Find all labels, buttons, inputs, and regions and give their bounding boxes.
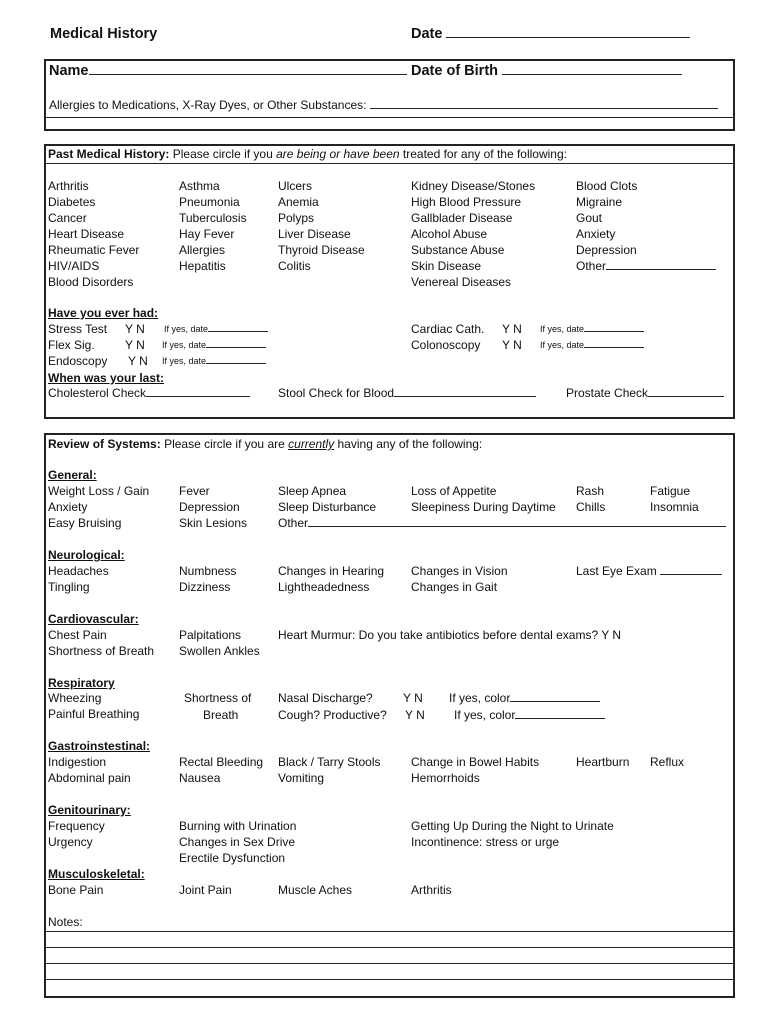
notes-line[interactable] <box>46 947 733 948</box>
pmh-col1-item[interactable]: HIV/AIDS <box>48 259 100 273</box>
general-c1-item[interactable]: Easy Bruising <box>48 516 122 530</box>
pmh-col3-item[interactable]: Polyps <box>278 211 315 225</box>
system-heading: Musculoskeletal: <box>48 867 145 881</box>
cardio-c1-item[interactable]: Chest Pain <box>48 628 107 642</box>
past-history-intro <box>48 147 567 161</box>
pmh-col2-item[interactable]: Tuberculosis <box>179 211 247 225</box>
neuro-c1-item[interactable]: Headaches <box>48 564 109 578</box>
cardio-c2-item[interactable]: Swollen Ankles <box>179 644 260 658</box>
fill-blank[interactable] <box>206 347 266 348</box>
name-field[interactable] <box>49 63 407 79</box>
general-c2-item[interactable]: Fever <box>179 484 210 498</box>
past-intro-a: Please circle if you <box>172 147 273 161</box>
gu-c4-item[interactable]: Getting Up During the Night to Urinate <box>411 819 614 833</box>
general-c5-item[interactable]: Rash <box>576 484 605 498</box>
general-c6-item[interactable]: Insomnia <box>650 500 699 514</box>
pmh-col2-item[interactable]: Hay Fever <box>179 227 235 241</box>
neuro-c1-item[interactable]: Tingling <box>48 580 90 594</box>
cholesterol-check[interactable] <box>48 386 250 400</box>
pmh-col2-item[interactable]: Pneumonia <box>179 195 240 209</box>
yes-no-choice[interactable]: Y N <box>403 691 423 705</box>
review-heading: Review of Systems: <box>48 437 161 451</box>
pmh-col1-item[interactable]: Heart Disease <box>48 227 125 241</box>
dob-field[interactable] <box>411 63 682 79</box>
cough-productive[interactable]: Cough? Productive? <box>278 708 387 722</box>
yes-no-choice[interactable]: Y N <box>502 322 522 336</box>
pmh-col4-item[interactable]: High Blood Pressure <box>411 195 522 209</box>
pmh-col1-item[interactable]: Cancer <box>48 211 87 225</box>
gi-c1-item[interactable]: Abdominal pain <box>48 771 131 785</box>
gi-c3-item[interactable]: Black / Tarry Stools <box>278 755 381 769</box>
dob-label: Date of Birth <box>411 63 498 79</box>
date-field[interactable] <box>411 26 690 42</box>
neuro-c4-item[interactable]: Changes in Vision <box>411 564 508 578</box>
general-c3-item[interactable]: Sleep Disturbance <box>278 500 377 514</box>
fill-blank[interactable] <box>206 363 266 364</box>
fill-blank[interactable] <box>660 574 722 575</box>
msk-joint-pain[interactable]: Joint Pain <box>179 883 232 897</box>
resp-c2-item[interactable]: Breath <box>203 708 239 722</box>
general-c4-item[interactable]: Sleepiness During Daytime <box>411 500 556 514</box>
msk-arthritis[interactable]: Arthritis <box>411 883 452 897</box>
yes-no-choice[interactable]: Y N <box>125 338 145 352</box>
general-c1-item[interactable]: Weight Loss / Gain <box>48 484 150 498</box>
allergies-line-2[interactable] <box>46 117 733 118</box>
general-c4-item[interactable]: Loss of Appetite <box>411 484 497 498</box>
pmh-col3-item[interactable]: Liver Disease <box>278 227 351 241</box>
if-yes-color[interactable]: If yes, color <box>449 691 600 705</box>
general-c5-item[interactable]: Chills <box>576 500 606 514</box>
general-c1-item[interactable]: Anxiety <box>48 500 88 514</box>
pmh-col4-item[interactable]: Venereal Diseases <box>411 275 512 289</box>
allergies-blank[interactable] <box>370 108 718 109</box>
system-heading: Neurological: <box>48 548 125 562</box>
if-yes-date[interactable]: If yes, date <box>164 324 268 334</box>
if-yes-date[interactable]: If yes, date <box>540 324 644 334</box>
pmh-col3-item[interactable]: Ulcers <box>278 179 313 193</box>
pmh-col3-item[interactable]: Colitis <box>278 259 311 273</box>
gu-c1-item[interactable]: Urgency <box>48 835 93 849</box>
test-label: Stress Test <box>48 322 108 336</box>
test-label: Cardiac Cath. <box>411 322 485 336</box>
notes-line[interactable] <box>46 931 733 932</box>
system-heading: General: <box>48 468 97 482</box>
yes-no-choice[interactable]: Y N <box>502 338 522 352</box>
stool-blank[interactable] <box>394 396 536 397</box>
gi-c1-item[interactable]: Indigestion <box>48 755 107 769</box>
system-heading: Cardiovascular: <box>48 612 139 626</box>
msk-bone-pain[interactable]: Bone Pain <box>48 883 104 897</box>
pmh-other[interactable]: Other <box>576 259 716 273</box>
stool-label: Stool Check for Blood <box>278 386 395 400</box>
gi-c4-item[interactable]: Hemorrhoids <box>411 771 480 785</box>
pmh-col4-item[interactable]: Gallblader Disease <box>411 211 513 225</box>
review-intro-c: having any of the following: <box>337 437 483 451</box>
cholesterol-label: Cholesterol Check <box>48 386 147 400</box>
pmh-col4-item[interactable]: Alcohol Abuse <box>411 227 488 241</box>
yes-no-choice[interactable]: Y N <box>128 354 148 368</box>
pmh-col5-item[interactable]: Migraine <box>576 195 623 209</box>
stool-check[interactable] <box>278 386 536 400</box>
past-intro-b: are being or have been <box>276 147 400 161</box>
general-c6-item[interactable]: Fatigue <box>650 484 691 498</box>
if-yes-date[interactable]: If yes, date <box>162 356 266 366</box>
fill-blank[interactable] <box>606 269 716 270</box>
gi-c3-item[interactable]: Vomiting <box>278 771 325 785</box>
fill-blank[interactable] <box>515 718 605 719</box>
resp-c1-item[interactable]: Wheezing <box>48 691 102 705</box>
cardio-c1-item[interactable]: Shortness of Breath <box>48 644 155 658</box>
cholesterol-blank[interactable] <box>146 396 250 397</box>
gi-reflux[interactable]: Reflux <box>650 755 685 769</box>
pmh-col4-item[interactable]: Substance Abuse <box>411 243 505 257</box>
neuro-c2-item[interactable]: Numbness <box>179 564 237 578</box>
test-label: Colonoscopy <box>411 338 481 352</box>
if-yes-date[interactable]: If yes, date <box>540 340 644 350</box>
dob-blank[interactable] <box>502 74 682 75</box>
neuro-c3-item[interactable]: Changes in Hearing <box>278 564 385 578</box>
general-c3-item[interactable]: Sleep Apnea <box>278 484 347 498</box>
pmh-col1-item[interactable]: Arthritis <box>48 179 89 193</box>
past-history-heading: Past Medical History: <box>48 147 170 161</box>
allergies-label: Allergies to Medications, X-Ray Dyes, or Other Substances: <box>49 98 367 112</box>
pmh-col2-item[interactable]: Asthma <box>179 179 220 193</box>
pmh-col1-item[interactable]: Rheumatic Fever <box>48 243 140 257</box>
prostate-check[interactable] <box>566 386 724 400</box>
review-intro <box>48 437 482 451</box>
if-yes-date[interactable]: If yes, date <box>162 340 266 350</box>
allergies-field[interactable] <box>49 98 718 112</box>
pmh-col1-item[interactable]: Diabetes <box>48 195 96 209</box>
fill-blank[interactable] <box>208 331 268 332</box>
pmh-col3-item[interactable]: Anemia <box>278 195 319 209</box>
gu-c1-item[interactable]: Frequency <box>48 819 105 833</box>
pmh-col3-item[interactable]: Thyroid Disease <box>278 243 365 257</box>
prostate-blank[interactable] <box>648 396 724 397</box>
neuro-c3-item[interactable]: Lightheadedness <box>278 580 370 594</box>
msk-muscle-aches[interactable]: Muscle Aches <box>278 883 353 897</box>
last-eye-exam[interactable]: Last Eye Exam <box>576 564 722 578</box>
general-c2-item[interactable]: Skin Lesions <box>179 516 248 530</box>
yes-no-choice[interactable]: Y N <box>405 708 425 722</box>
last-heading: When was your last: <box>48 371 165 385</box>
test-label: Flex Sig. <box>48 338 95 352</box>
notes-line[interactable] <box>46 979 733 980</box>
gi-heartburn[interactable]: Heartburn <box>576 755 630 769</box>
form-title: Medical History <box>50 26 158 42</box>
ever-had-heading: Have you ever had: <box>48 306 159 320</box>
review-intro-b: currently <box>288 437 335 451</box>
fill-blank[interactable] <box>510 701 600 702</box>
system-heading: Respiratory <box>48 676 115 690</box>
gi-c2-item[interactable]: Nausea <box>179 771 221 785</box>
past-intro-c: treated for any of the following: <box>402 147 567 161</box>
pmh-col5-item[interactable]: Gout <box>576 211 603 225</box>
gu-c2-item[interactable]: Erectile Dysfunction <box>179 851 286 865</box>
fill-blank[interactable] <box>584 347 644 348</box>
pmh-col2-item[interactable]: Allergies <box>179 243 226 257</box>
nasal-discharge[interactable]: Nasal Discharge? <box>278 691 373 705</box>
cardio-c2-item[interactable]: Palpitations <box>179 628 242 642</box>
pmh-col4-item[interactable]: Skin Disease <box>411 259 482 273</box>
system-heading: Gastroinstestinal: <box>48 739 151 753</box>
prostate-label: Prostate Check <box>566 386 649 400</box>
neuro-c2-item[interactable]: Dizziness <box>179 580 231 594</box>
name-blank[interactable] <box>89 74 407 75</box>
fill-blank[interactable] <box>308 526 726 527</box>
date-label: Date <box>411 26 443 42</box>
pmh-col4-item[interactable]: Kidney Disease/Stones <box>411 179 536 193</box>
pmh-col5-item[interactable]: Blood Clots <box>576 179 638 193</box>
general-other[interactable]: Other <box>278 516 726 530</box>
review-intro-a: Please circle if you are <box>164 437 285 451</box>
gi-c2-item[interactable]: Rectal Bleeding <box>179 755 264 769</box>
if-yes-color[interactable]: If yes, color <box>454 708 605 722</box>
notes-line[interactable] <box>46 963 733 964</box>
pmh-col1-item[interactable]: Blood Disorders <box>48 275 134 289</box>
resp-c1-item[interactable]: Painful Breathing <box>48 707 140 721</box>
neuro-c4-item[interactable]: Changes in Gait <box>411 580 498 594</box>
pmh-col5-item[interactable]: Anxiety <box>576 227 616 241</box>
heart-murmur-question[interactable]: Heart Murmur: Do you take antibiotics before dental exams? Y N <box>278 628 622 642</box>
pmh-col2-item[interactable]: Hepatitis <box>179 259 226 273</box>
pmh-col5-item[interactable]: Depression <box>576 243 637 257</box>
system-heading: Genitourinary: <box>48 803 131 817</box>
test-label: Endoscopy <box>48 354 108 368</box>
general-c2-item[interactable]: Depression <box>179 500 240 514</box>
name-label: Name <box>49 63 89 79</box>
fill-blank[interactable] <box>584 331 644 332</box>
resp-c2-item[interactable]: Shortness of <box>184 691 252 705</box>
gi-c4-item[interactable]: Change in Bowel Habits <box>411 755 540 769</box>
yes-no-choice[interactable]: Y N <box>125 322 145 336</box>
date-blank[interactable] <box>446 37 690 38</box>
gu-c2-item[interactable]: Changes in Sex Drive <box>179 835 296 849</box>
divider <box>46 163 733 164</box>
gu-c2-item[interactable]: Burning with Urination <box>179 819 297 833</box>
notes-label: Notes: <box>48 915 83 929</box>
gu-c4-item[interactable]: Incontinence: stress or urge <box>411 835 560 849</box>
